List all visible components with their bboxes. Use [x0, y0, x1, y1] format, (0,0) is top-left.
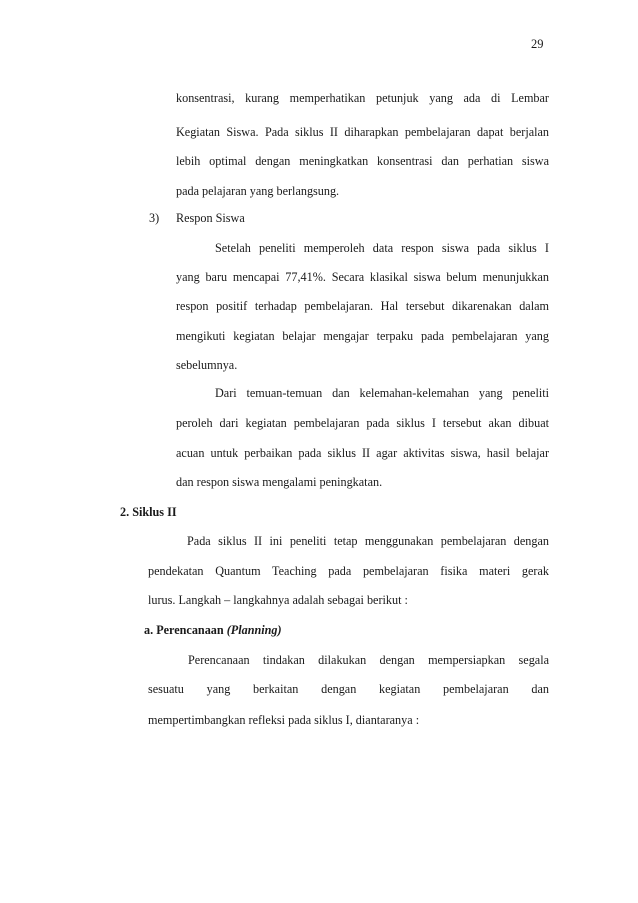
paragraph-line: mengikuti kegiatan belajar mengajar terpaku pada pembelajaran yang — [176, 329, 549, 343]
paragraph-line: Pada siklus II ini peneliti tetap menggunakan pembelajaran dengan — [187, 534, 549, 548]
list-number: 3) — [149, 211, 160, 225]
paragraph-line: Perencanaan tindakan dilakukan dengan mempersiapkan segala — [188, 653, 549, 667]
paragraph-line: respon positif terhadap pembelajaran. Hal tersebut dikarenakan dalam — [176, 299, 549, 313]
subsection-label: a. Perencanaan — [144, 623, 224, 637]
page-number: 29 — [531, 37, 544, 51]
paragraph-line: sesuatu yang berkaitan dengan kegiatan pembelajaran dan — [148, 682, 549, 696]
paragraph-line: peroleh dari kegiatan pembelajaran pada siklus I tersebut akan dibuat — [176, 416, 549, 430]
paragraph-line: Setelah peneliti memperoleh data respon siswa pada siklus I — [215, 241, 549, 255]
paragraph-line: Kegiatan Siswa. Pada siklus II diharapkan pembelajaran dapat berjalan — [176, 125, 549, 139]
section-heading: 2. Siklus II — [120, 505, 177, 519]
paragraph-line: Dari temuan-temuan dan kelemahan-kelemahan yang peneliti — [215, 386, 549, 400]
paragraph-line: pada pelajaran yang berlangsung. — [176, 184, 340, 198]
paragraph-line: mempertimbangkan refleksi pada siklus I, diantaranya : — [148, 713, 420, 727]
paragraph-line: lebih optimal dengan meningkatkan konsentrasi dan perhatian siswa — [176, 154, 549, 168]
paragraph-line: acuan untuk perbaikan pada siklus II agar aktivitas siswa, hasil belajar — [176, 446, 549, 460]
list-title: Respon Siswa — [176, 211, 245, 225]
paragraph-line: yang baru mencapai 77,41%. Secara klasikal siswa belum menunjukkan — [176, 270, 549, 284]
paragraph-line: lurus. Langkah – langkahnya adalah sebagai berikut : — [148, 593, 408, 607]
subsection-label-italic: (Planning) — [226, 623, 282, 637]
paragraph-line: pendekatan Quantum Teaching pada pembelajaran fisika materi gerak — [148, 564, 549, 578]
subsection-heading — [144, 622, 282, 638]
paragraph-line: konsentrasi, kurang memperhatikan petunjuk yang ada di Lembar — [176, 91, 549, 105]
paragraph-line: sebelumnya. — [176, 358, 238, 372]
paragraph-line: dan respon siswa mengalami peningkatan. — [176, 475, 383, 489]
